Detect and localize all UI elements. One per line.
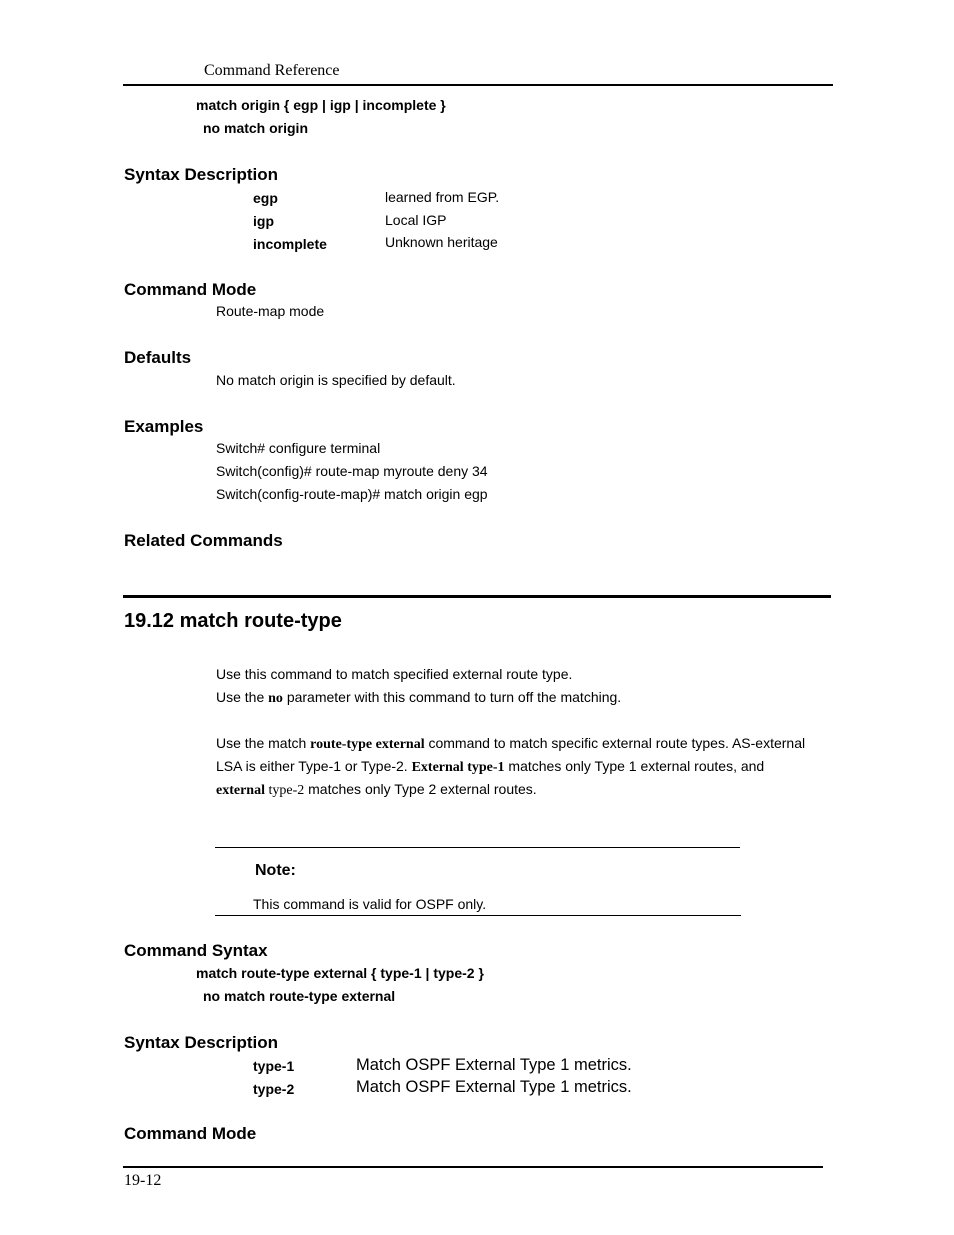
syntax-line-2: no match route-type external [203,988,396,1004]
param-term: incomplete [253,236,327,252]
paragraph-line-1: Use the match route-type external command to match specific external route types. AS-external [216,735,806,752]
page-number: 19-12 [124,1172,162,1189]
examples-heading: Examples [124,417,204,436]
param-desc: Unknown heritage [385,234,498,250]
section-title: 19.12 match route-type [124,610,342,632]
syntax-description-heading: Syntax Description [124,165,278,184]
keyword-type-2: type-2 [264,783,305,798]
command-mode-text: Route-map mode [216,303,325,319]
footer-rule [123,1166,823,1168]
example-line: Switch# configure terminal [216,440,381,456]
param-term: igp [253,213,274,229]
section-rule [123,595,831,598]
defaults-text: No match origin is specified by default. [216,372,456,388]
related-commands-heading: Related Commands [124,531,283,550]
command-syntax-heading: Command Syntax [124,941,268,960]
syntax-description-heading: Syntax Description [124,1033,278,1052]
keyword-no: no [268,691,283,706]
note-text: This command is valid for OSPF only. [253,896,487,912]
keyword-external-type-1: External type-1 [411,760,505,775]
syntax-line-1: match route-type external { type-1 | type-2 } [196,965,484,981]
syntax-line-2: no match origin [203,120,308,136]
header-rule [123,84,833,86]
running-header: Command Reference [204,62,340,79]
example-line: Switch(config)# route-map myroute deny 34 [216,463,488,479]
param-desc: learned from EGP. [385,189,500,205]
syntax-line-1: match origin { egp | igp | incomplete } [196,97,446,113]
param-desc: Match OSPF External Type 1 metrics. [356,1078,632,1096]
paragraph-line-2: LSA is either Type-1 or Type-2. External type-1 matches only Type 1 external routes, and [216,758,765,775]
paragraph-line-3: external type-2 matches only Type 2 external routes. [216,781,537,798]
param-term: type-1 [253,1058,295,1074]
note-label: Note: [255,862,296,879]
param-desc: Local IGP [385,212,447,228]
keyword-external: external [216,783,265,798]
keyword-route-type-external: route-type external [310,737,425,752]
note-top-rule [215,847,740,848]
param-term: egp [253,190,278,206]
intro-line-1: Use this command to match specified external route type. [216,666,573,682]
intro-line-2: Use the no parameter with this command to turn off the matching. [216,689,622,706]
defaults-heading: Defaults [124,348,192,367]
param-desc: Match OSPF External Type 1 metrics. [356,1056,632,1074]
example-line: Switch(config-route-map)# match origin egp [216,486,488,502]
command-mode-heading: Command Mode [124,1124,257,1143]
param-term: type-2 [253,1081,295,1097]
note-bottom-rule [215,915,741,916]
command-mode-heading: Command Mode [124,280,257,299]
